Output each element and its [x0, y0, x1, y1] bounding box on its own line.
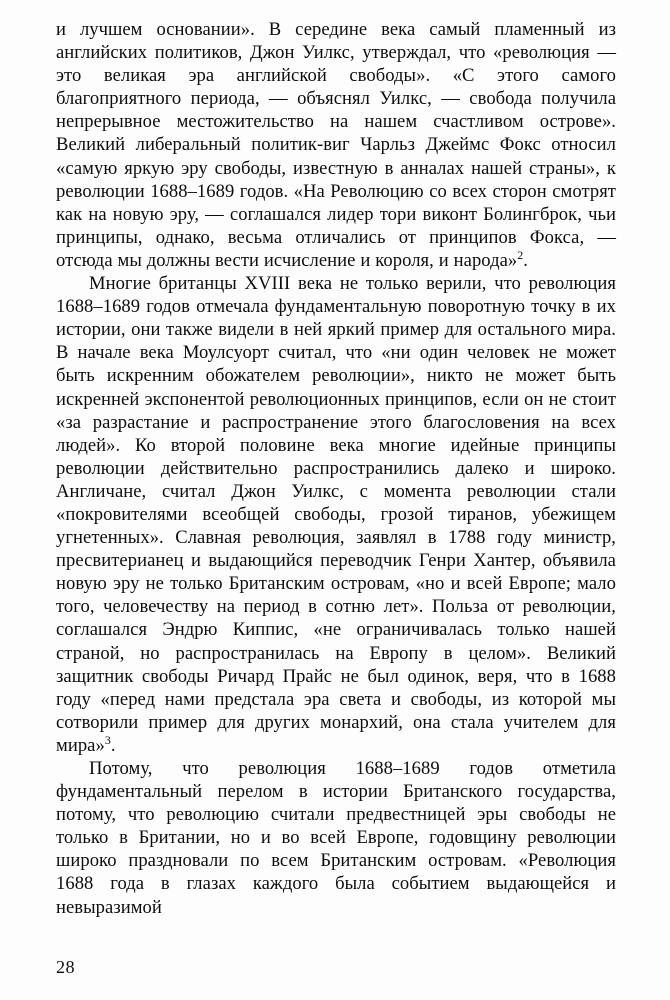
page-text-column: [56, 18, 616, 919]
paragraph-2-text: Многие британцы XVIII века не только верили, что революция 1688–1689 годов отмечала фундаментальную поворотную точку в их истории, они также видели в ней яркий пример для остального мира. В начале века Моулсуорт считал, что «ни один человек не может быть искренним обожателем революции», никто не может быть искренней экспонентой революционных принципов, если он не стоит «за разрастание и распространение этого благословения на всех людей». Ко второй половине века многие идейные принципы революции действительно распространились далеко и широко. Англичане, считал Джон Уилкс, с момента революции стали «покровителями всеобщей свободы, грозой тиранов, убежищем угнетенных». Славная революция, заявлял в 1788 году министр, пресвитерианец и выдающийся переводчик Генри Хантер, объявила новую эру не только Британским островам, «но и всей Европе; мало того, человечеству на период в сотню лет». Польза от революции, соглашался Эндрю Киппис, «не ограничивалась только нашей страной, но распространилась на Европу в целом». Великий защитник свободы Ричард Прайс не был одинок, веря, что в 1688 году «перед нами предстала эра света и свободы, из которой мы сотворили пример для других монархий, она стала учителем для мира»: [56, 273, 616, 756]
paragraph-3: [56, 757, 616, 919]
paragraph-1-tail: .: [523, 249, 528, 271]
paragraph-2-tail: .: [110, 734, 116, 756]
page-number: 28: [56, 957, 75, 977]
paragraph-3-text: Потому, что революция 1688–1689 годов отметила фундаментальный перелом в истории Британского государства, потому, что революцию считали предвестницей эры свободы не только в Британии, но и во всей Европе, годовщину революции широко праздновали по всем Британским островам. «Революция 1688 года в глазах каждого была событием выдающейся и невыразимой: [56, 758, 616, 918]
paragraph-2: [56, 272, 616, 757]
paragraph-1: [56, 18, 616, 272]
footnote-marker-2[interactable]: 2: [517, 247, 524, 262]
footnote-marker-3[interactable]: 3: [104, 732, 111, 747]
paragraph-1-text: и лучшем основании». В середине века самый пламенный из английских политиков, Джон Уилкс, утверждал, что «революция — это великая эра английской свободы». «С этого самого благоприятного периода, — объяснял Уилкс, — свобода получила непрерывное местожительство на нашем счастливом острове». Великий либеральный политик-виг Чарльз Джеймс Фокс относил «самую яркую эру свободы, известную в анналах нашей страны», к революции 1688–1689 годов. «На Революцию со всех сторон смотрят как на новую эру, — соглашался лидер тори виконт Болингброк, чьи принципы, однако, весьма отличались от принципов Фокса, — отсюда мы должны вести исчисление и короля, и народа»: [56, 19, 616, 271]
